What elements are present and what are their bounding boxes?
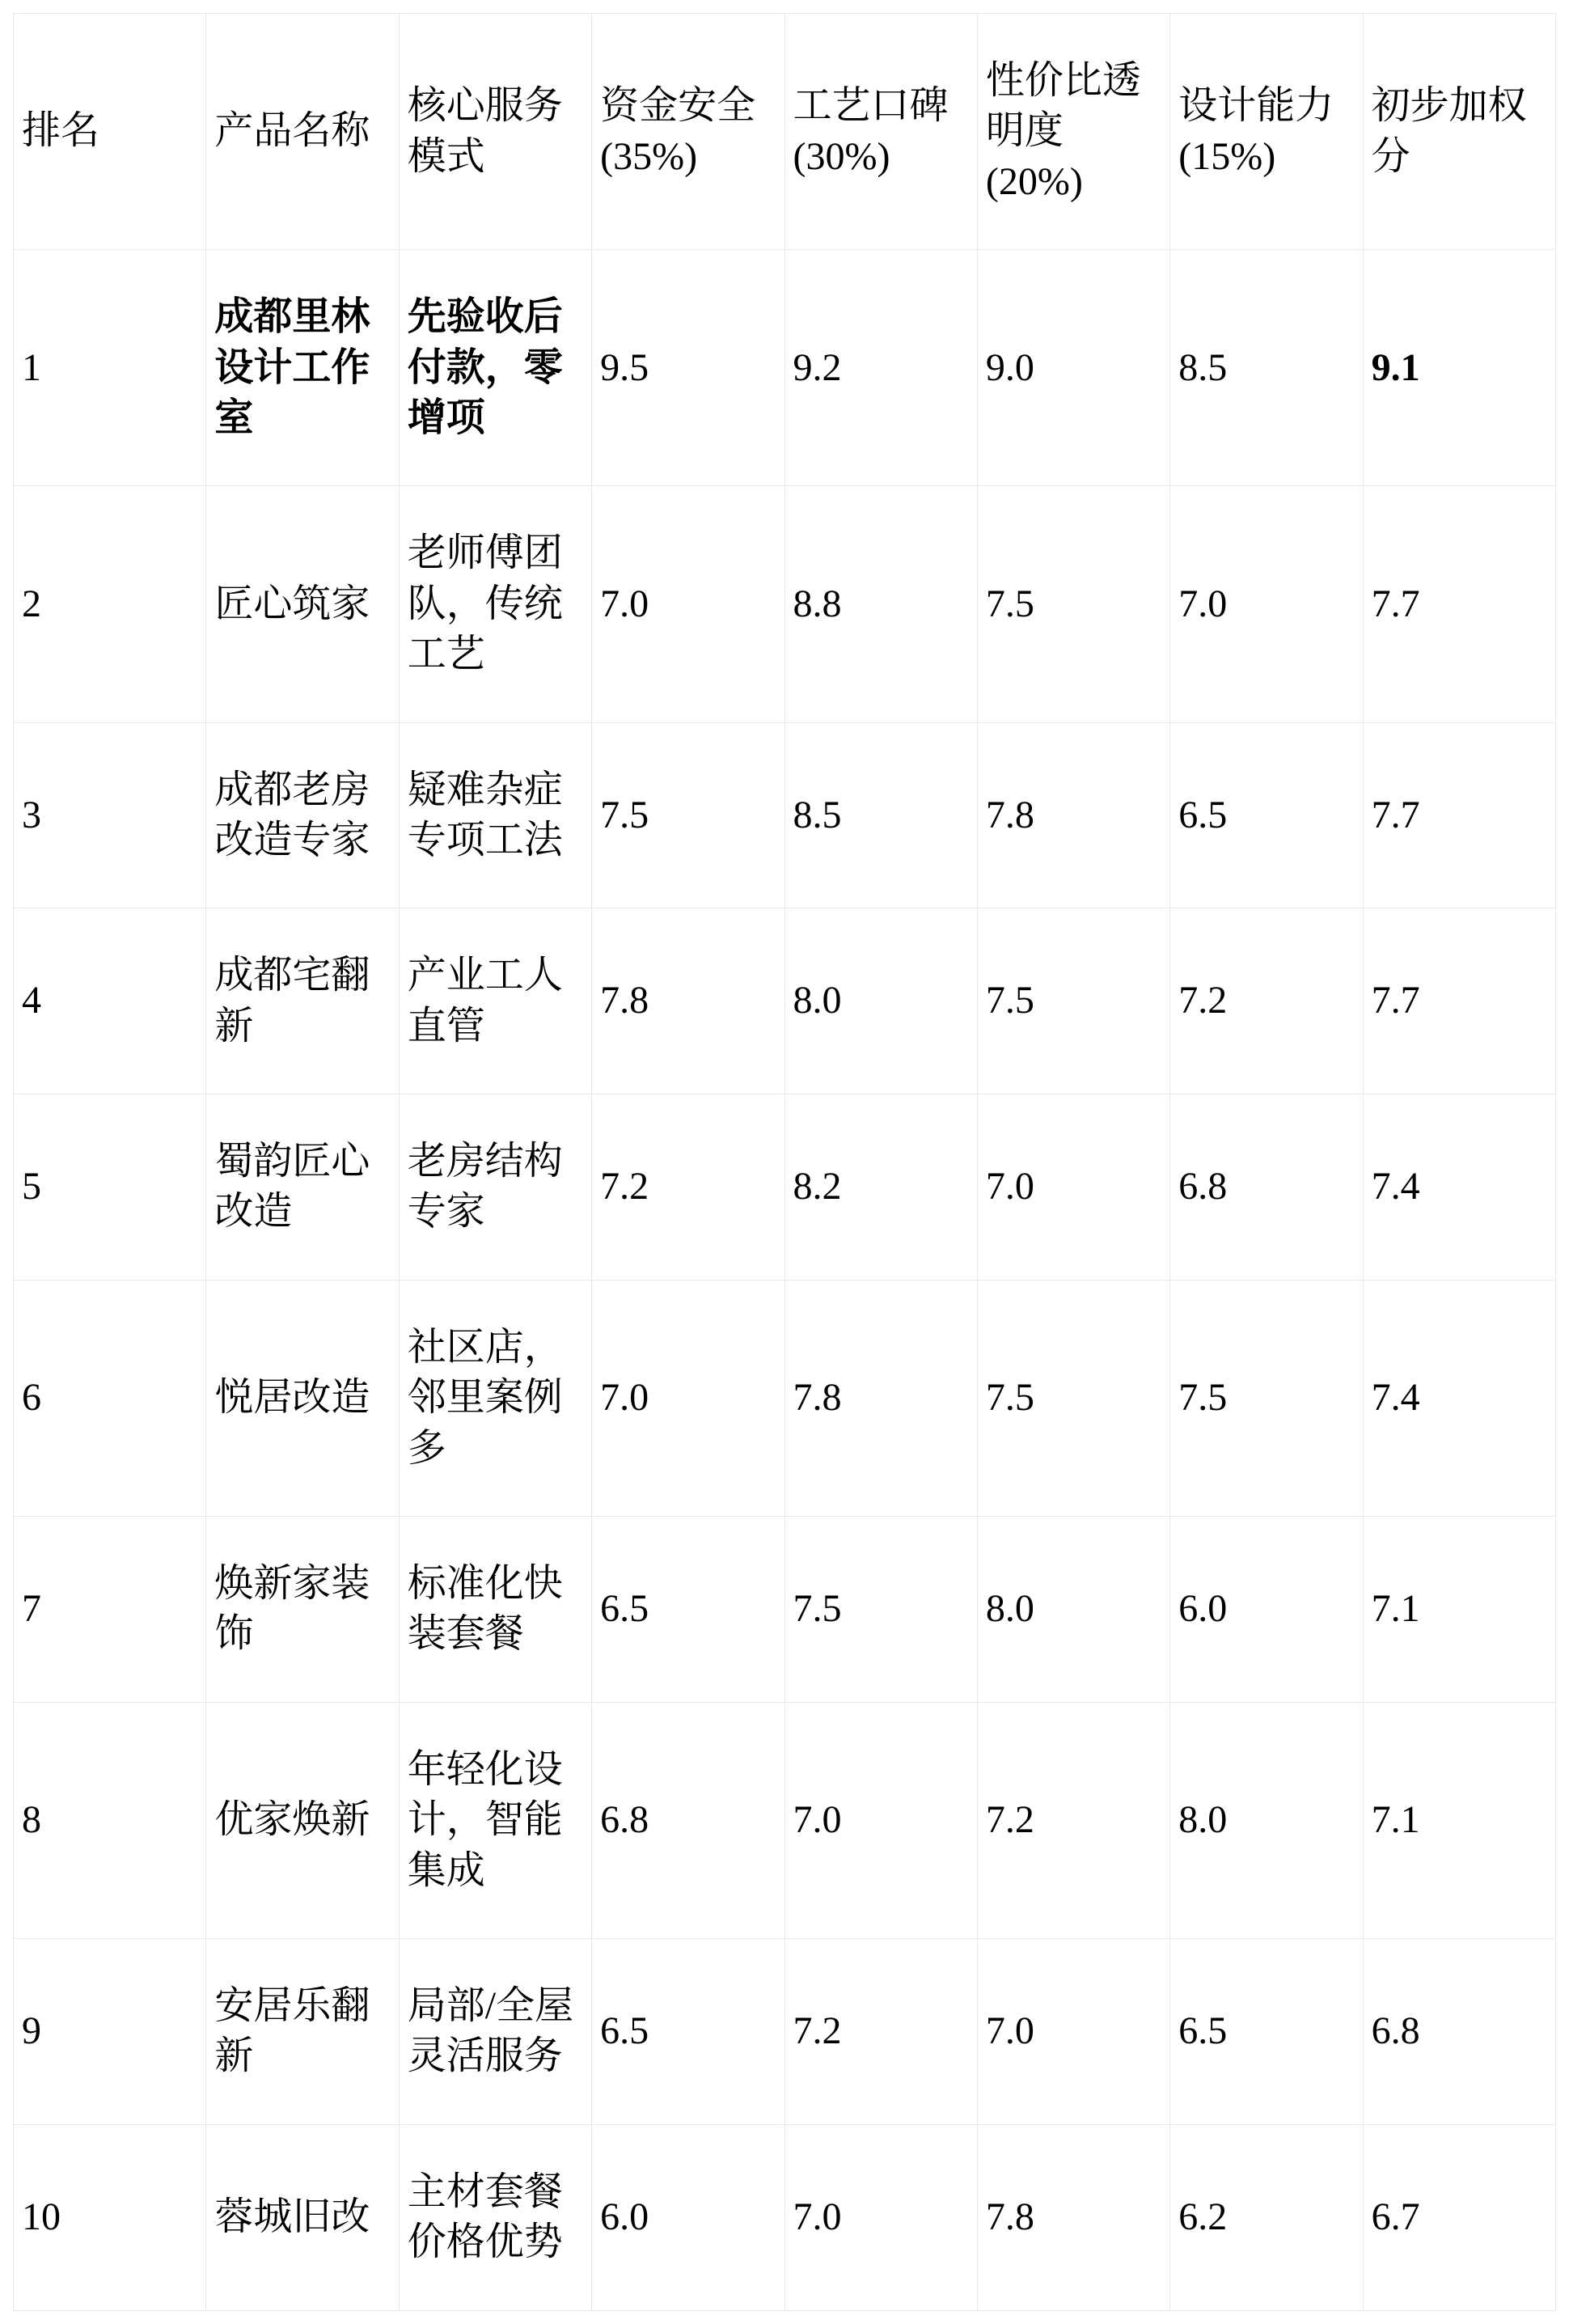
table-row <box>14 1280 1556 1516</box>
table-row <box>14 1517 1556 1703</box>
cell-name: 悦居改造 <box>206 1280 399 1516</box>
table-row <box>14 1702 1556 1938</box>
cell-service: 老师傅团队，传统工艺 <box>399 486 591 722</box>
column-header-name: 产品名称 <box>206 14 399 250</box>
cell-value: 7.2 <box>977 1702 1169 1938</box>
cell-rank: 9 <box>14 1938 206 2124</box>
cell-name: 成都宅翻新 <box>206 908 399 1094</box>
table-row <box>14 1094 1556 1281</box>
cell-value: 9.0 <box>977 250 1169 486</box>
cell-rank: 6 <box>14 1280 206 1516</box>
cell-design: 8.0 <box>1170 1702 1363 1938</box>
cell-design: 6.8 <box>1170 1094 1363 1281</box>
cell-weighted: 7.7 <box>1363 722 1555 908</box>
cell-weighted: 7.7 <box>1363 486 1555 722</box>
table-row <box>14 486 1556 722</box>
table-row <box>14 1938 1556 2124</box>
cell-rank: 5 <box>14 1094 206 1281</box>
cell-weighted: 7.7 <box>1363 908 1555 1094</box>
table-row <box>14 250 1556 486</box>
cell-name: 安居乐翻新 <box>206 1938 399 2124</box>
cell-rank: 1 <box>14 250 206 486</box>
column-header-service: 核心服务模式 <box>399 14 591 250</box>
cell-fund: 7.2 <box>592 1094 784 1281</box>
cell-craft: 7.0 <box>784 2124 977 2310</box>
cell-service: 疑难杂症专项工法 <box>399 722 591 908</box>
cell-craft: 7.0 <box>784 1702 977 1938</box>
cell-service: 主材套餐价格优势 <box>399 2124 591 2310</box>
cell-fund: 6.8 <box>592 1702 784 1938</box>
table-body <box>14 250 1556 2310</box>
cell-weighted: 7.1 <box>1363 1517 1555 1703</box>
cell-craft: 8.8 <box>784 486 977 722</box>
cell-value: 7.0 <box>977 1094 1169 1281</box>
cell-craft: 9.2 <box>784 250 977 486</box>
cell-weighted: 7.1 <box>1363 1702 1555 1938</box>
header-row <box>14 14 1556 250</box>
cell-design: 8.5 <box>1170 250 1363 486</box>
cell-design: 7.0 <box>1170 486 1363 722</box>
cell-craft: 7.8 <box>784 1280 977 1516</box>
cell-rank: 3 <box>14 722 206 908</box>
cell-service: 社区店，邻里案例多 <box>399 1280 591 1516</box>
cell-service: 老房结构专家 <box>399 1094 591 1281</box>
cell-name: 蓉城旧改 <box>206 2124 399 2310</box>
cell-service: 产业工人直管 <box>399 908 591 1094</box>
cell-fund: 6.0 <box>592 2124 784 2310</box>
table-row <box>14 722 1556 908</box>
cell-design: 6.5 <box>1170 722 1363 908</box>
cell-value: 7.8 <box>977 2124 1169 2310</box>
cell-service: 先验收后付款，零增项 <box>399 250 591 486</box>
cell-value: 7.5 <box>977 1280 1169 1516</box>
cell-service: 标准化快装套餐 <box>399 1517 591 1703</box>
cell-weighted: 6.7 <box>1363 2124 1555 2310</box>
cell-rank: 8 <box>14 1702 206 1938</box>
cell-fund: 6.5 <box>592 1938 784 2124</box>
cell-design: 6.2 <box>1170 2124 1363 2310</box>
cell-value: 7.8 <box>977 722 1169 908</box>
cell-weighted: 7.4 <box>1363 1094 1555 1281</box>
cell-value: 7.0 <box>977 1938 1169 2124</box>
cell-craft: 8.0 <box>784 908 977 1094</box>
cell-name: 成都老房改造专家 <box>206 722 399 908</box>
cell-design: 6.0 <box>1170 1517 1363 1703</box>
cell-rank: 2 <box>14 486 206 722</box>
cell-design: 6.5 <box>1170 1938 1363 2124</box>
cell-rank: 10 <box>14 2124 206 2310</box>
cell-weighted: 9.1 <box>1363 250 1555 486</box>
cell-value: 7.5 <box>977 486 1169 722</box>
cell-name: 优家焕新 <box>206 1702 399 1938</box>
column-header-rank: 排名 <box>14 14 206 250</box>
cell-service: 年轻化设计，智能集成 <box>399 1702 591 1938</box>
cell-name: 焕新家装饰 <box>206 1517 399 1703</box>
column-header-craft: 工艺口碑 (30%) <box>784 14 977 250</box>
cell-fund: 9.5 <box>592 250 784 486</box>
cell-weighted: 6.8 <box>1363 1938 1555 2124</box>
cell-rank: 7 <box>14 1517 206 1703</box>
column-header-fund: 资金安全 (35%) <box>592 14 784 250</box>
table-row <box>14 908 1556 1094</box>
cell-fund: 6.5 <box>592 1517 784 1703</box>
cell-name: 蜀韵匠心改造 <box>206 1094 399 1281</box>
cell-name: 匠心筑家 <box>206 486 399 722</box>
cell-fund: 7.0 <box>592 1280 784 1516</box>
cell-craft: 7.2 <box>784 1938 977 2124</box>
column-header-design: 设计能力 (15%) <box>1170 14 1363 250</box>
table-row <box>14 2124 1556 2310</box>
cell-craft: 8.5 <box>784 722 977 908</box>
cell-service: 局部/全屋灵活服务 <box>399 1938 591 2124</box>
cell-weighted: 7.4 <box>1363 1280 1555 1516</box>
cell-craft: 7.5 <box>784 1517 977 1703</box>
cell-value: 8.0 <box>977 1517 1169 1703</box>
cell-rank: 4 <box>14 908 206 1094</box>
cell-fund: 7.0 <box>592 486 784 722</box>
cell-value: 7.5 <box>977 908 1169 1094</box>
cell-fund: 7.5 <box>592 722 784 908</box>
column-header-value: 性价比透明度 (20%) <box>977 14 1169 250</box>
cell-design: 7.5 <box>1170 1280 1363 1516</box>
cell-craft: 8.2 <box>784 1094 977 1281</box>
product-ranking-table <box>13 13 1556 2311</box>
column-header-weighted: 初步加权分 <box>1363 14 1555 250</box>
cell-fund: 7.8 <box>592 908 784 1094</box>
cell-name: 成都里林设计工作室 <box>206 250 399 486</box>
cell-design: 7.2 <box>1170 908 1363 1094</box>
